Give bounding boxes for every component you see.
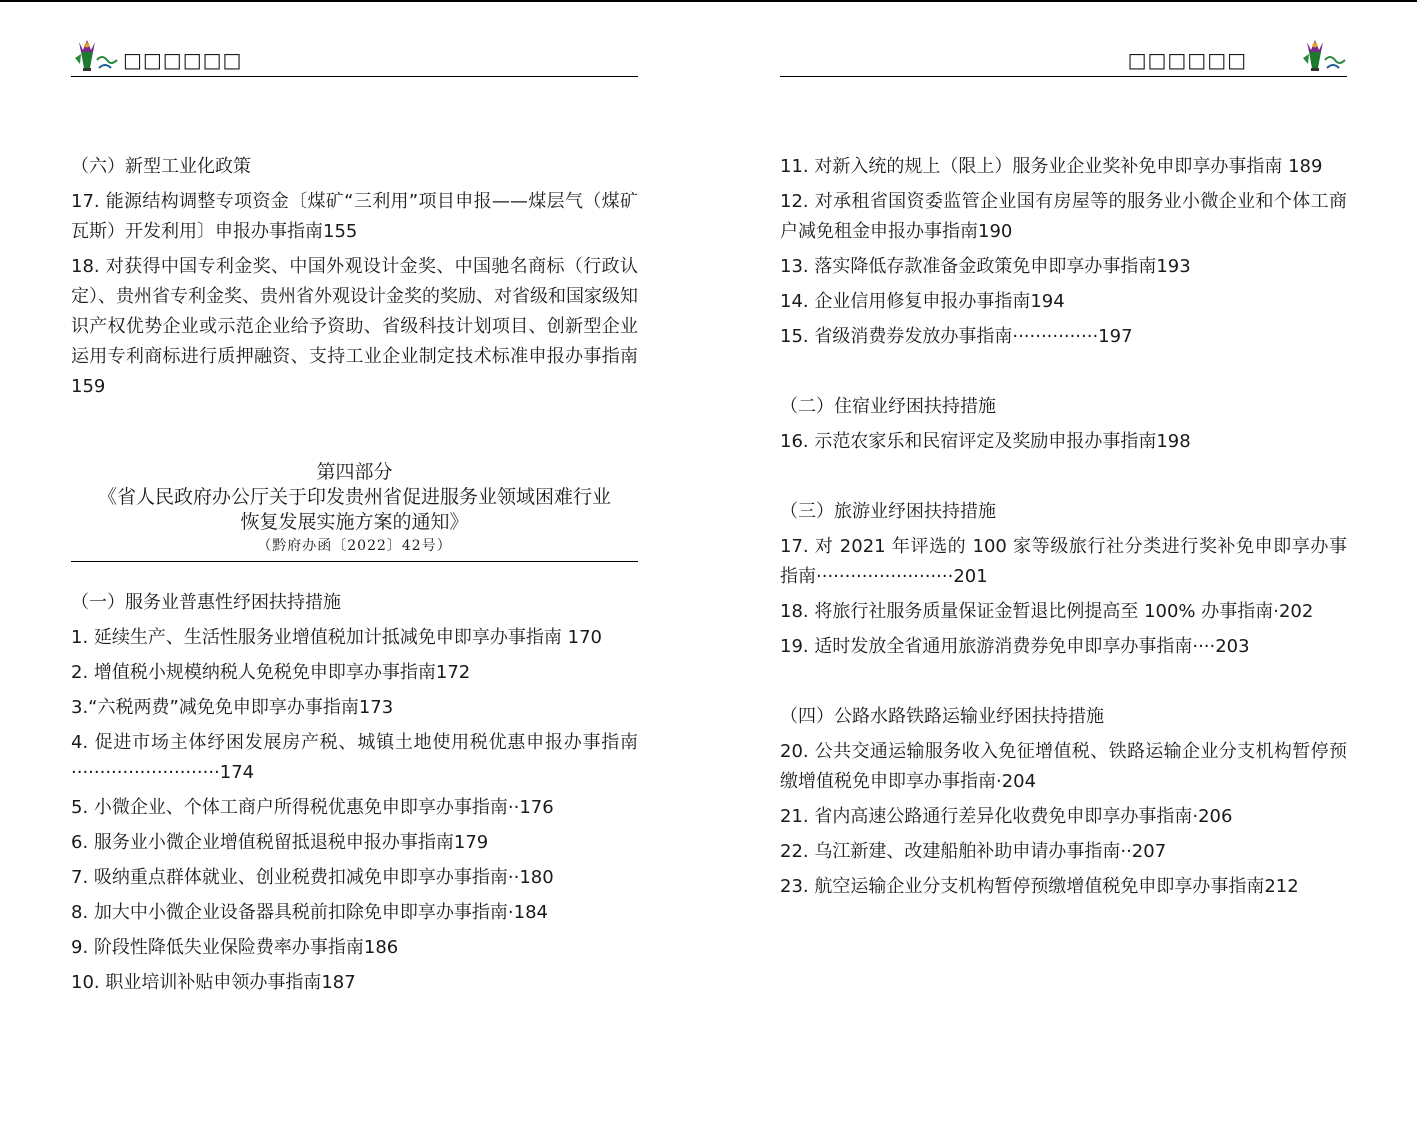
toc-entry: 16. 示范农家乐和民宿评定及奖励申报办事指南198: [780, 431, 1191, 452]
left-page-body: [71, 152, 638, 1003]
toc-entry: 10. 职业培训补贴申领办事指南187: [71, 972, 356, 993]
toc-entry: 21. 省内高速公路通行差异化收费免申即享办事指南·206: [780, 806, 1233, 827]
toc-entry: 4. 促进市场主体纾困发展房产税、城镇土地使用税优惠申报办事指南 ··························174: [71, 732, 638, 783]
toc-entry: 8. 加大中小微企业设备器具税前扣除免申即享办事指南·184: [71, 902, 548, 923]
toc-entry: 17. 能源结构调整专项资金〔煤矿“三利用”项目申报——煤层气（煤矿瓦斯）开发利用〕申报办事指南155: [71, 191, 638, 242]
toc-entry: 7. 吸纳重点群体就业、创业税费扣减免申即享办事指南··180: [71, 867, 554, 888]
toc-entry: 11. 对新入统的规上（限上）服务业企业奖补免申即享办事指南 189: [780, 156, 1323, 177]
toc-entry: 5. 小微企业、个体工商户所得税优惠免申即享办事指南··176: [71, 797, 554, 818]
section-heading: （四）公路水路铁路运输业纾困扶持措施: [780, 706, 1104, 727]
toc-entry: 20. 公共交通运输服务收入免征增值税、铁路运输企业分支机构暂停预缴增值税免申即享办事指南·204: [780, 741, 1347, 792]
toc-entry: 12. 对承租省国资委监管企业国有房屋等的服务业小微企业和个体工商户减免租金申报办事指南190: [780, 191, 1347, 242]
toc-entry: 14. 企业信用修复申报办事指南194: [780, 291, 1065, 312]
section-heading: （一）服务业普惠性纾困扶持措施: [71, 592, 341, 613]
toc-entry: 2. 增值税小规模纳税人免税免申即享办事指南172: [71, 662, 471, 683]
toc-entry: 18. 将旅行社服务质量保证金暂退比例提高至 100% 办事指南·202: [780, 601, 1314, 622]
toc-entry: 13. 落实降低存款准备金政策免申即享办事指南193: [780, 256, 1191, 277]
section-heading: （六）新型工业化政策: [71, 156, 251, 177]
right-page-header: [780, 38, 1347, 77]
logo-icon: [71, 38, 119, 74]
part-title-line: 《省人民政府办公厅关于印发贵州省促进服务业领域困难行业: [97, 486, 611, 508]
toc-entry: 15. 省级消费券发放办事指南···············197: [780, 326, 1133, 347]
running-header-title: □□□□□□: [123, 48, 243, 72]
toc-entry: 22. 乌江新建、改建船舶补助申请办事指南··207: [780, 841, 1167, 862]
right-page: [780, 0, 1347, 1133]
section-heading: （三）旅游业纾困扶持措施: [780, 501, 996, 522]
toc-entry: 23. 航空运输企业分支机构暂停预缴增值税免申即享办事指南212: [780, 876, 1299, 897]
part-title-line: 恢复发展实施方案的通知》: [240, 511, 469, 533]
toc-entry: 6. 服务业小微企业增值税留抵退税申报办事指南179: [71, 832, 489, 853]
part-title-block: [71, 460, 638, 562]
left-page-header: [71, 38, 638, 77]
toc-entry: 19. 适时发放全省通用旅游消费券免申即享办事指南····203: [780, 636, 1250, 657]
toc-entry: 18. 对获得中国专利金奖、中国外观设计金奖、中国驰名商标（行政认定）、贵州省专利金奖、贵州省外观设计金奖的奖励、对省级和国家级知识产权优势企业或示范企业给予资助、省级科技计划项目、创新型企业运用专利商标进行质押融资、支持工业企业制定技术标准申报办事指南159: [71, 256, 638, 397]
section-heading: （二）住宿业纾困扶持措施: [780, 396, 996, 417]
toc-entry: 9. 阶段性降低失业保险费率办事指南186: [71, 937, 399, 958]
logo-icon: [1299, 38, 1347, 74]
toc-entry: 17. 对 2021 年评选的 100 家等级旅行社分类进行奖补免申即享办事指南························201: [780, 536, 1347, 587]
part-number: 第四部分: [316, 461, 393, 483]
right-page-body: [780, 152, 1347, 907]
running-header-title: □□□□□□: [1127, 48, 1247, 72]
document-number: （黔府办函〔2022〕42号）: [257, 538, 452, 554]
toc-entry: 3.“六税两费”减免免申即享办事指南173: [71, 697, 394, 718]
left-page: [71, 0, 638, 1133]
toc-entry: 1. 延续生产、生活性服务业增值税加计抵减免申即享办事指南 170: [71, 627, 602, 648]
